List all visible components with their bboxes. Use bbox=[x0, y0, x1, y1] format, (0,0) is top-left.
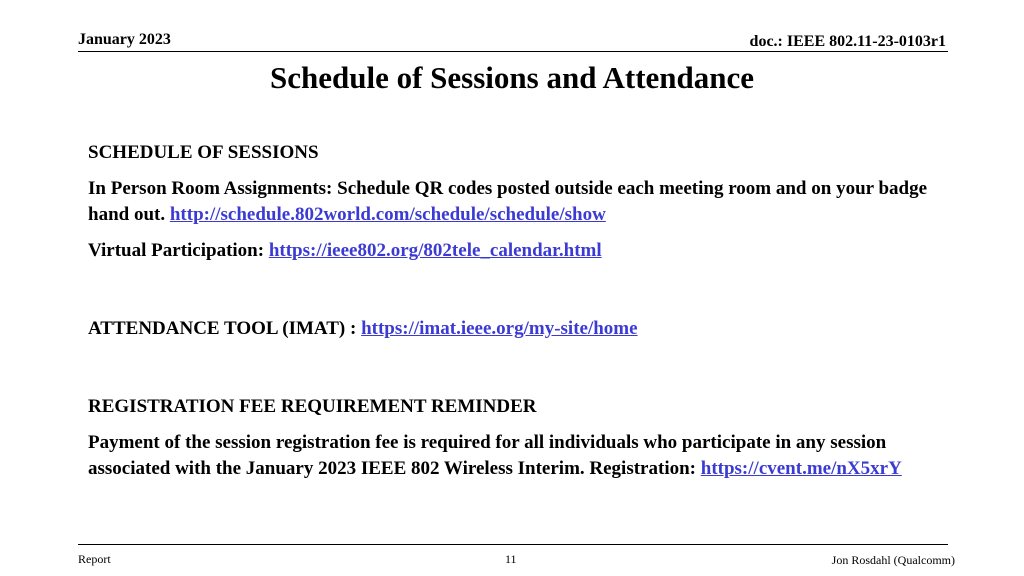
header-doc-id: doc.: IEEE 802.11-23-0103r1 bbox=[749, 33, 946, 50]
registration-link[interactable]: https://cvent.me/nX5xrY bbox=[700, 458, 902, 479]
payment-paragraph bbox=[88, 430, 948, 482]
footer-report-label: Report bbox=[78, 552, 111, 566]
header-date: January 2023 bbox=[78, 31, 171, 48]
in-person-paragraph bbox=[88, 176, 948, 228]
in-person-text: In Person Room Assignments: Schedule QR codes posted outside each meeting room and on your badge hand out. bbox=[88, 178, 928, 225]
virtual-paragraph bbox=[88, 238, 948, 264]
payment-text: Payment of the session registration fee is required for all individuals who participate in any session associated with the January 2023 IEEE 802 Wireless Interim. Registration: bbox=[88, 432, 887, 479]
imat-link[interactable]: https://imat.ieee.org/my-site/home bbox=[361, 318, 638, 339]
registration-heading: REGISTRATION FEE REQUIREMENT REMINDER bbox=[88, 396, 537, 417]
footer-page-number: 11 bbox=[505, 552, 517, 566]
slide-title: Schedule of Sessions and Attendance bbox=[269, 60, 755, 95]
attendance-label: ATTENDANCE TOOL (IMAT) : bbox=[88, 318, 362, 339]
footer-author: Jon Rosdahl (Qualcomm) bbox=[831, 553, 955, 567]
slide-body bbox=[88, 140, 948, 482]
virtual-calendar-link[interactable]: https://ieee802.org/802tele_calendar.html bbox=[268, 240, 602, 261]
header-divider bbox=[78, 51, 948, 52]
virtual-label: Virtual Participation: bbox=[88, 240, 269, 261]
schedule-heading: SCHEDULE OF SESSIONS bbox=[88, 142, 319, 163]
attendance-paragraph bbox=[88, 316, 948, 342]
footer-divider bbox=[78, 544, 948, 545]
schedule-link[interactable]: http://schedule.802world.com/schedule/schedule/show bbox=[169, 204, 606, 225]
